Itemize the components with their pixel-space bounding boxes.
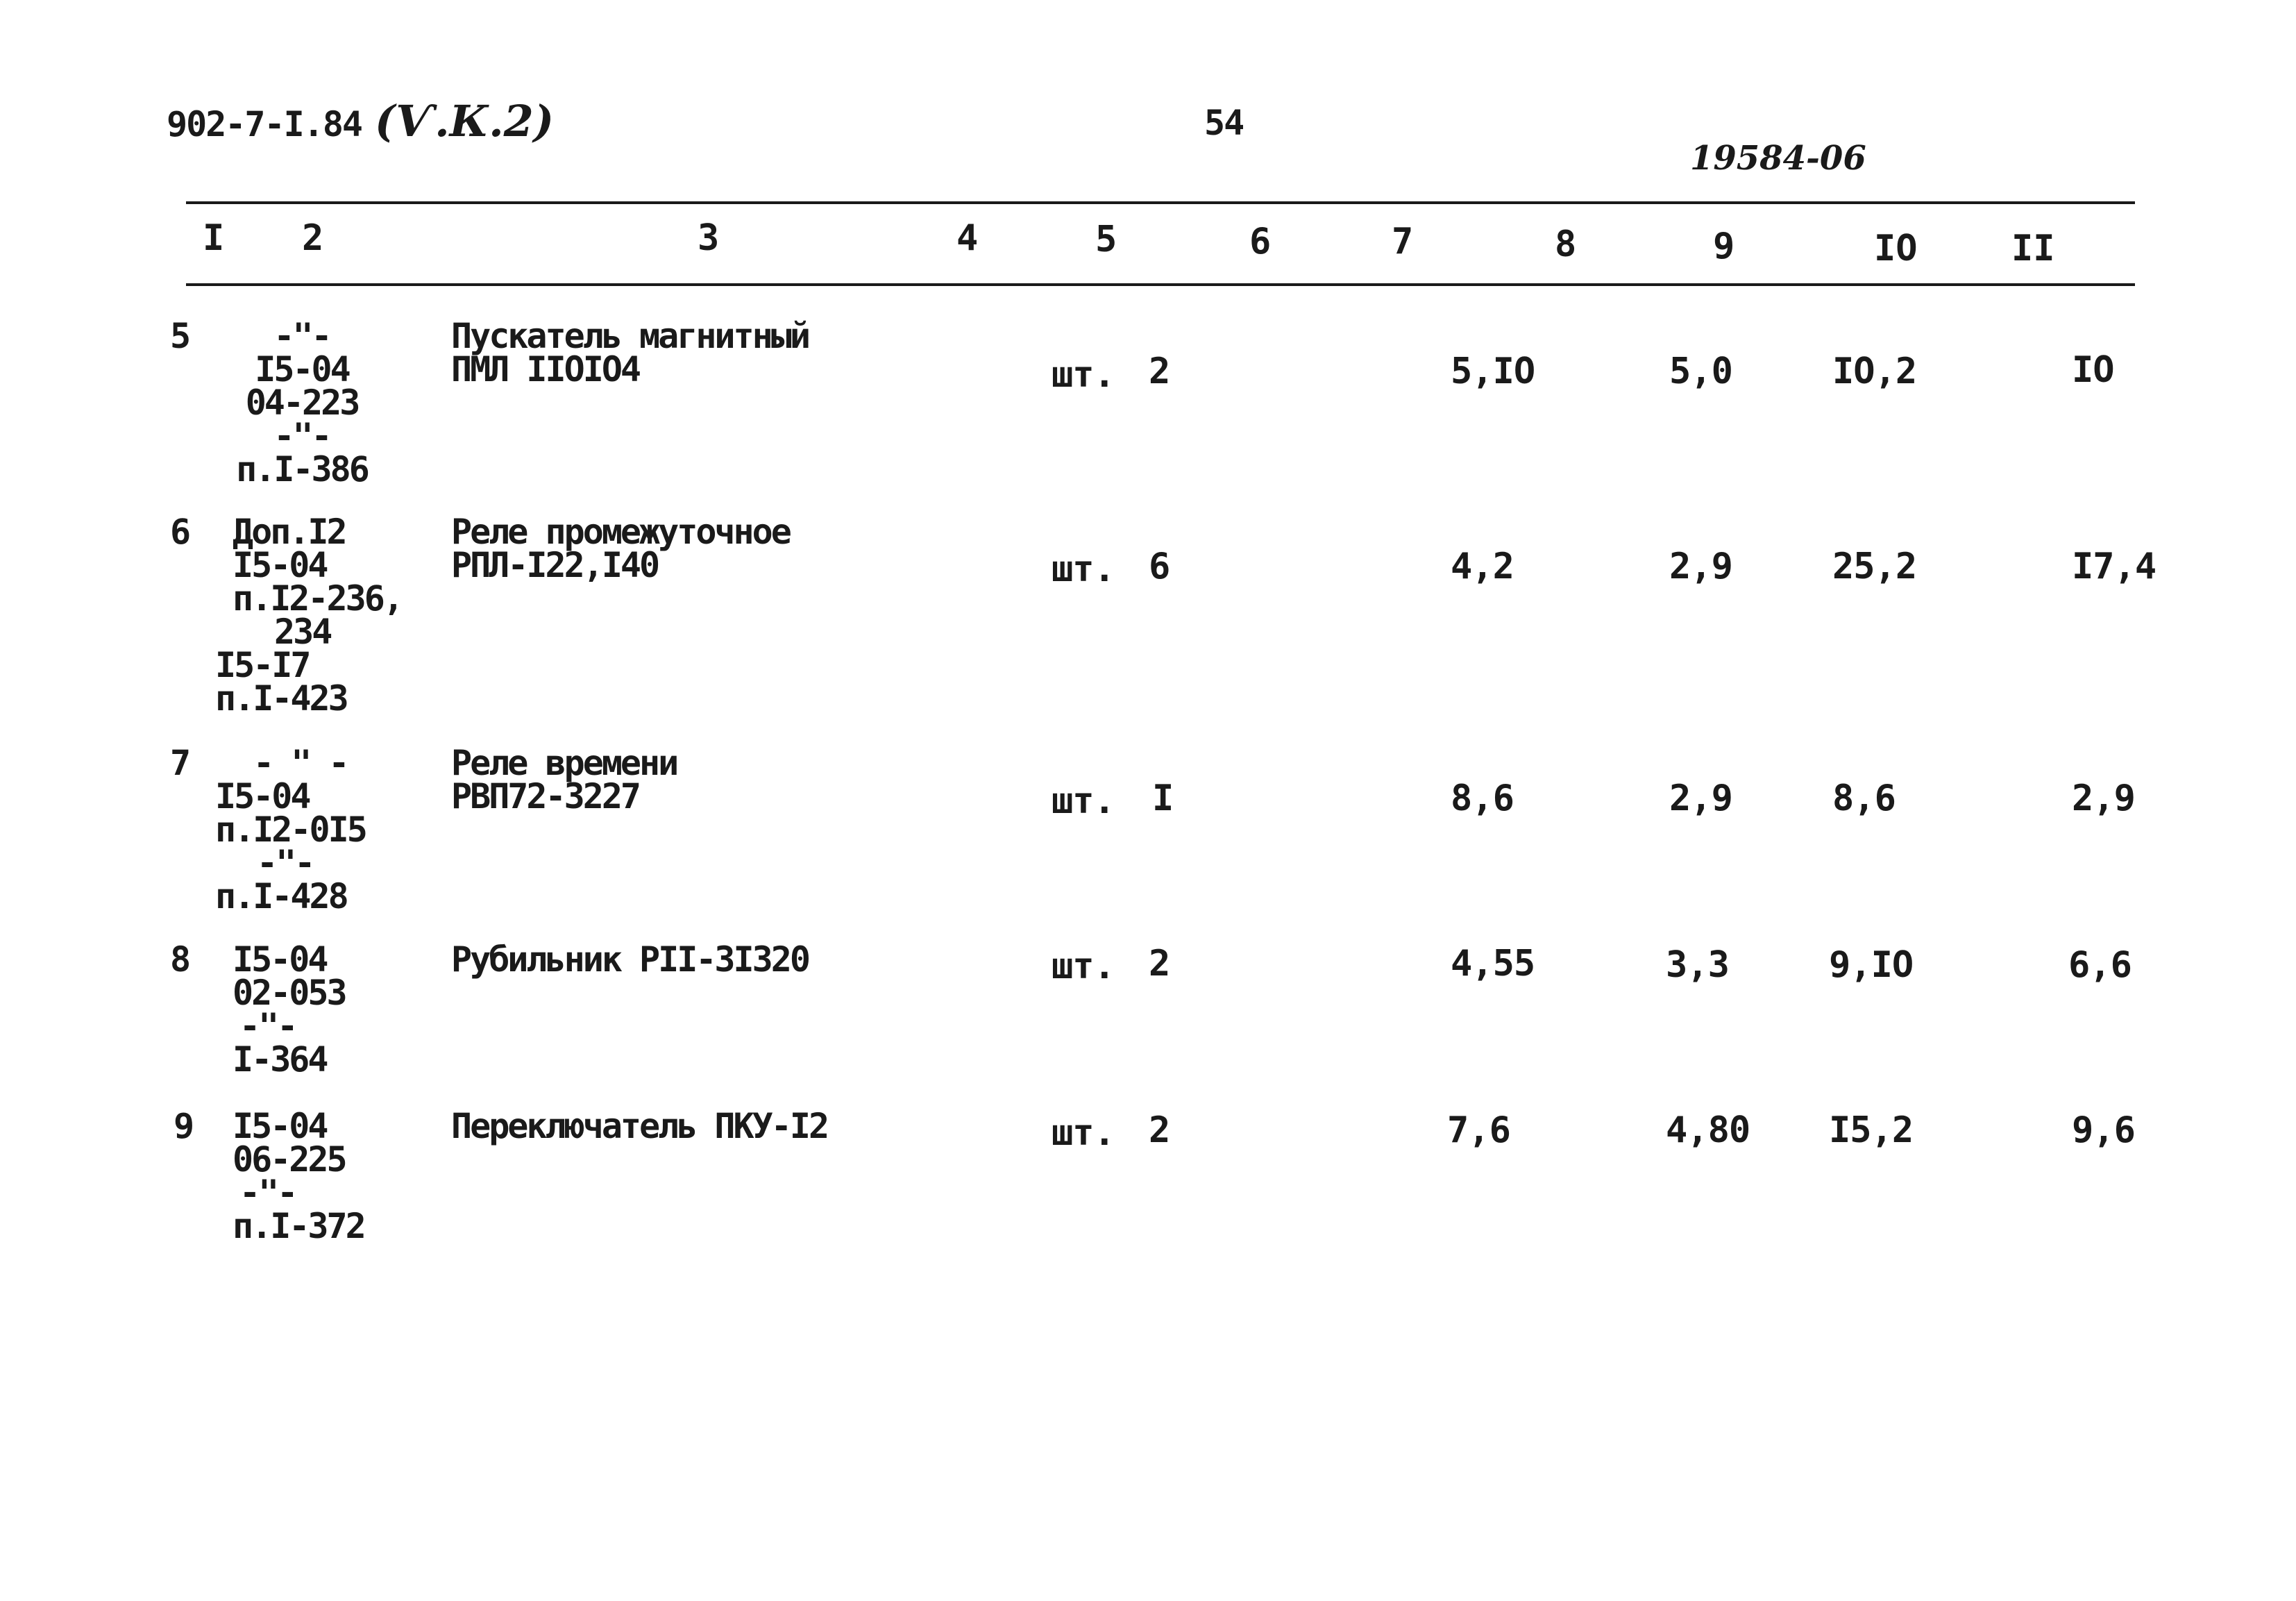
column-header: I: [203, 217, 225, 259]
item-name-cell: Реле времени РВП72-3227: [451, 743, 677, 816]
col10-cell: IO,2: [1832, 351, 1917, 392]
row-number: 5: [170, 316, 189, 356]
col8-cell: 7,6: [1447, 1109, 1510, 1151]
col11-cell: 2,9: [2072, 778, 2135, 819]
column-header: 2: [302, 217, 324, 259]
col9-cell: 4,80: [1666, 1109, 1750, 1151]
row-number: 8: [170, 939, 189, 980]
reference-cell: Доп.I2 I5-04 п.I2-236, 234 I5-I7 п.I-423: [215, 512, 402, 719]
col8-cell: 4,2: [1451, 546, 1514, 587]
row-number: 7: [170, 743, 189, 783]
col11-cell: 6,6: [2068, 944, 2132, 986]
col11-cell: 9,6: [2072, 1109, 2135, 1151]
page-number: 54: [1204, 103, 1244, 143]
table-header-rule: [186, 283, 2135, 286]
stamp-number: 19584-06: [1690, 139, 1866, 178]
reference-cell: I5-04 02-053 -"- I-364: [233, 939, 346, 1080]
item-name-cell: Пускатель магнитный ПМЛ IIOIO4: [451, 316, 809, 389]
column-header: 6: [1249, 221, 1272, 262]
quantity-cell: 6: [1149, 546, 1170, 587]
reference-cell: I5-04 06-225 -"- п.I-372: [233, 1106, 364, 1246]
col10-cell: 8,6: [1832, 778, 1896, 819]
column-header: 7: [1392, 221, 1414, 262]
row-number: 9: [174, 1106, 193, 1146]
col8-cell: 8,6: [1451, 778, 1514, 819]
unit-cell: шт.: [1052, 548, 1115, 590]
document-code: 902-7-I.84: [167, 104, 362, 144]
col8-cell: 5,IO: [1451, 351, 1535, 392]
column-header: 9: [1713, 226, 1735, 267]
reference-cell: - " - I5-04 п.I2-0I5 -"- п.I-428: [215, 743, 366, 916]
reference-cell: -"- I5-04 04-223 -"- п.I-386: [236, 316, 368, 489]
table-top-rule: [186, 201, 2135, 204]
column-header: II: [2011, 228, 2055, 269]
column-header: 4: [956, 217, 979, 259]
column-header: 3: [698, 217, 720, 259]
quantity-cell: 2: [1149, 943, 1170, 984]
col10-cell: I5,2: [1829, 1109, 1914, 1151]
item-name-cell: Рубильник РII-3I320: [451, 939, 809, 980]
item-name-cell: Реле промежуточное РПЛ-I22,I40: [451, 512, 790, 585]
unit-cell: шт.: [1052, 946, 1115, 987]
col10-cell: 25,2: [1832, 546, 1917, 587]
col9-cell: 3,3: [1666, 944, 1729, 986]
column-header: IO: [1874, 228, 1918, 269]
quantity-cell: 2: [1149, 1109, 1170, 1151]
col8-cell: 4,55: [1451, 943, 1535, 984]
unit-cell: шт.: [1052, 780, 1115, 822]
document-note: (Ѵ.К.2): [375, 96, 555, 146]
col9-cell: 2,9: [1669, 778, 1732, 819]
col11-cell: I7,4: [2072, 546, 2156, 587]
col11-cell: IO: [2072, 349, 2114, 391]
quantity-cell: 2: [1149, 351, 1170, 392]
col9-cell: 5,0: [1669, 351, 1732, 392]
unit-cell: шт.: [1052, 1112, 1115, 1154]
column-header: 8: [1555, 224, 1577, 265]
unit-cell: шт.: [1052, 354, 1115, 396]
quantity-cell: I: [1152, 778, 1174, 819]
item-name-cell: Переключатель ПКУ-I2: [451, 1106, 828, 1146]
row-number: 6: [170, 512, 189, 552]
col9-cell: 2,9: [1669, 546, 1732, 587]
col10-cell: 9,IO: [1829, 944, 1914, 986]
column-header: 5: [1095, 219, 1117, 260]
